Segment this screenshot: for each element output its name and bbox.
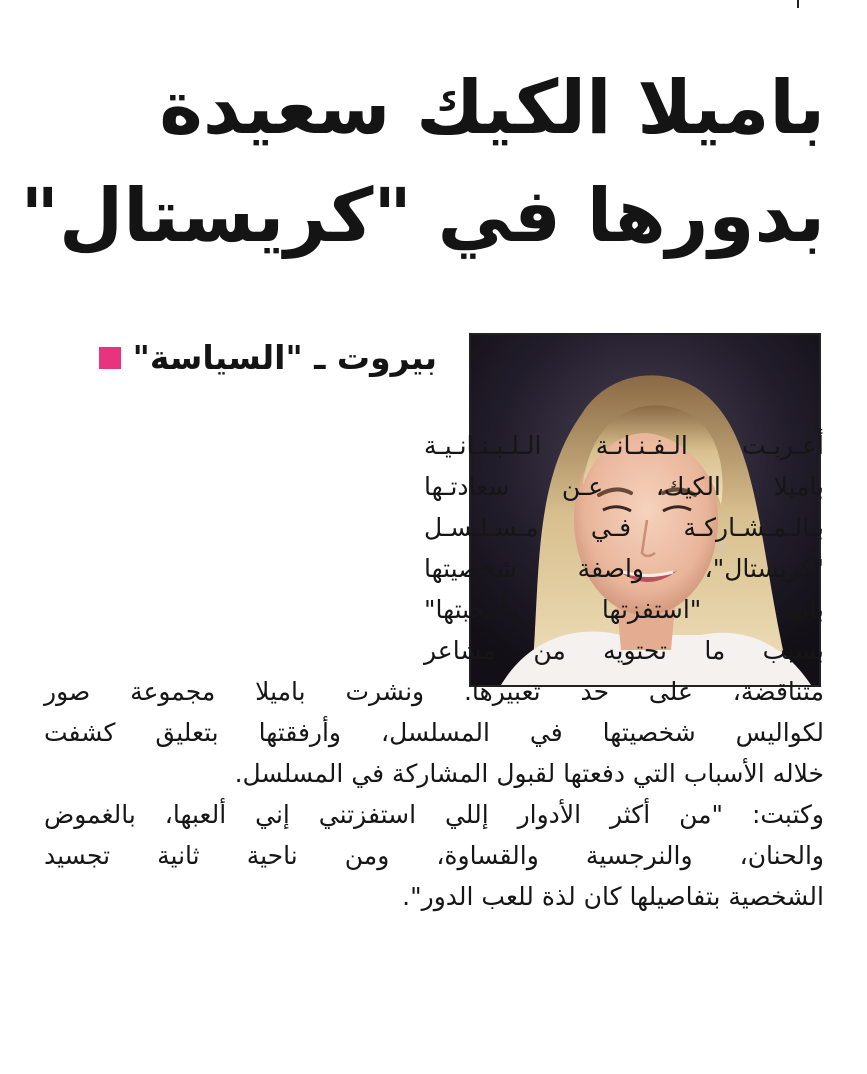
body-line: بسبب ما تحتويه من مشاعر (424, 636, 824, 665)
body-line: الشخصية بتفاصيلها كان لذة للعب الدور". (402, 882, 824, 911)
body-line: أعـربـت الـفـنـانـة الـلـبـنـانـيـة (424, 431, 824, 460)
body-line: بأنها "استفزتها وأعجبتها" (424, 595, 824, 624)
byline-text: بيروت ـ "السياسة" (132, 338, 437, 377)
body-line: "كريستال"، واصفة شخصيتها (424, 554, 824, 583)
body-line: متناقضة، على حد تعبيرها. ونشرت باميلا مجموعة صور (44, 677, 824, 706)
article-body (44, 425, 824, 917)
page-edge-mark (797, 0, 799, 8)
headline-line-1: باميلا الكيك سعيدة (159, 65, 825, 151)
headline-line-2: بدورها في "كريستال" (20, 173, 825, 259)
body-line: وكتبت: "من أكثر الأدوار إللي استفزتني إني ألعبها، بالغموض (44, 800, 824, 829)
body-line: والحنان، والنرجسية والقساوة، ومن ناحية ثانية تجسيد (44, 841, 824, 870)
byline (99, 333, 437, 383)
pink-square-bullet-icon (99, 347, 121, 369)
body-line: خلاله الأسباب التي دفعتها لقبول المشاركة في المسلسل. (234, 759, 824, 788)
body-line: لكواليس شخصيتها في المسلسل، وأرفقتها بتعليق كشفت (44, 718, 824, 747)
headline (20, 54, 825, 270)
body-line: باميلا الكيك، عـن سعادتـها (424, 472, 824, 501)
body-line: بـالـمـشـاركـة فـي مـسـلـسـل (424, 513, 824, 542)
